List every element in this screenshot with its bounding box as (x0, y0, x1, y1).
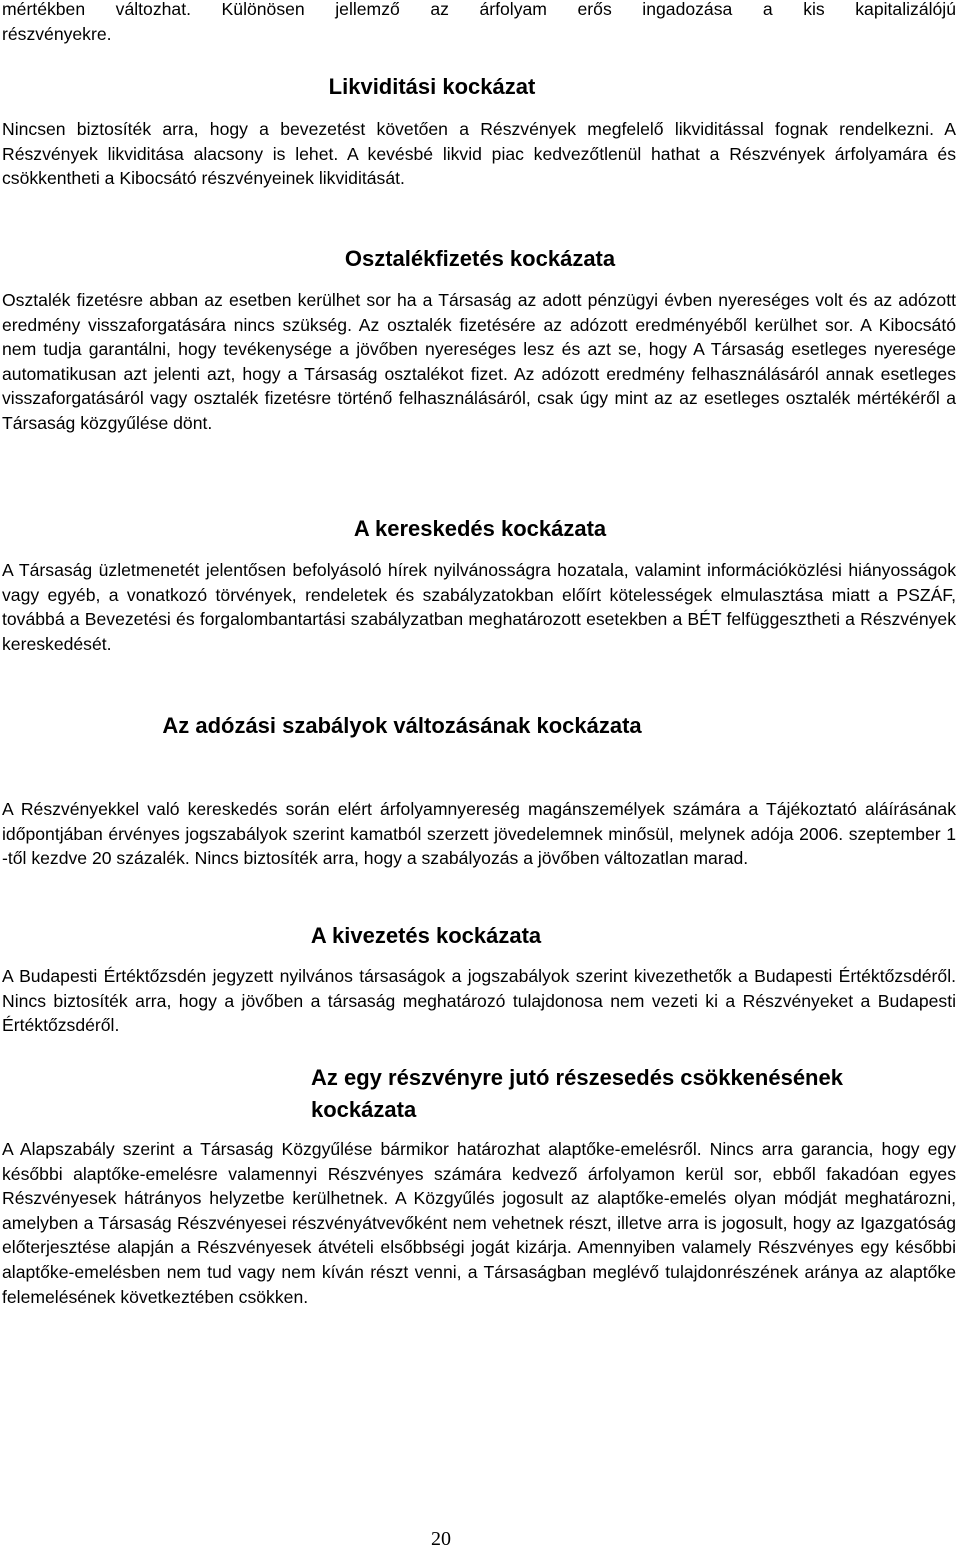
body-kivezetes-kockazata: A Budapesti Értéktőzsdén jegyzett nyilvános társaságok a jogszabályok szerint kivezethetők a Budapesti Értéktőzsdéről. Nincs biztosíték arra, hogy a jövőben a társaság meghatározó tulajdonosa nem vezeti ki a Részvényeket a Budapesti Értéktőzsdéről. (2, 966, 956, 1036)
heading-osztalekfizetes-kockazata: Osztalékfizetés kockázata (344, 246, 616, 271)
body-adozasi-szabalyok-kockazata: A Részvényekkel való kereskedés során elért árfolyamnyereség magánszemélyek számára a Tájékoztató aláírásának időpontjában érvényes jogszabályok szerint kamatból szerzett jövedelemnek minősül, melynek adója 2006. szeptember 1 -től kezdve 20 százalék. Nincs biztosíték arra, hogy a szabályozás a jövőben változatlan marad. (2, 799, 956, 869)
body-kereskedes-kockazata: A Társaság üzletmenetét jelentősen befolyásoló hírek nyilvánosságra hozatala, valamint információközlési hiányosságok vagy egyéb, a vonatkozó törvények, rendeletek és szabályzatokban előírt kötelességek elmulasztása miatt a PSZÁF, továbbá a Bevezetési és forgalombantartási szabályzatban meghatározott esetekben a BÉT felfüggesztheti a Részvények kereskedését. (2, 560, 956, 654)
body-reszesedes-csokkenes-kockazata: A Alapszabály szerint a Társaság Közgyűlése bármikor határozhat alaptőke-emelésről. Nincs arra garancia, hogy egy későbbi alaptőke-emelésre valamennyi Részvényes számára kedvező árfolyamon kerül sor, ebből fakadóan egyes Részvényesek hátrányos helyzetbe kerülhetnek. A Közgyűlés jogosult az alaptőke-emelés olyan módját meghatározni, amelyben a Társaság Részvényesei részvényátvevőként nem vehetnek részt, illetve arra is jogosult, hogy az Igazgatóság előterjesztése alapján a Részvényesek átvételi elsőbbségi jogát kizárja. Amennyiben valamely Részvényes egy későbbi alaptőke-emelésben nem tud vagy nem kíván részt venni, a Társaságban meglévő tulajdonrészének aránya az alaptőke felemelésének következtében csökken. (2, 1139, 956, 1307)
heading-likviditasi-kockazat: Likviditási kockázat (328, 74, 536, 99)
heading-kivezetes-kockazata: A kivezetés kockázata (310, 923, 542, 948)
intro-line-1: mértékben változhat. Különösen jellemző az árfolyam erős ingadozása a kis kapitalizálójú (2, 0, 956, 19)
page-number: 20 (431, 1528, 451, 1550)
heading-kereskedes-kockazata: A kereskedés kockázata (353, 516, 607, 541)
body-likviditasi-kockazat: Nincsen biztosíték arra, hogy a bevezetést követően a Részvények megfelelő likviditással fognak rendelkezni. A Részvények likviditása alacsony is lehet. A kevésbé likvid piac kedvezőtlenül hathat a Részvények árfolyamára és csökkentheti a Kibocsátó részvényeinek likviditását. (2, 119, 956, 189)
intro-line-2: részvényekre. (2, 24, 112, 44)
heading-adozasi-szabalyok-kockazata: Az adózási szabályok változásának kockázata (162, 713, 642, 738)
heading-reszesedes-csokkenes-kockazata: Az egy részvényre jutó részesedés csökkenésének kockázata (311, 1065, 843, 1122)
body-osztalekfizetes-kockazata: Osztalék fizetésre abban az esetben kerülhet sor ha a Társaság az adott pénzügyi évben nyereséges volt és az adózott eredmény visszaforgatására nincs szükség. Az osztalék fizetésére az adózott eredményéből kerülhet sor. A Kibocsátó nem tudja garantálni, hogy tevékenysége a jövőben nyereséges lesz és azt se, hogy A Társaság esetleges nyeresége automatikusan azt jelenti azt, hogy a Társaság osztalékot fizet. Az adózott eredmény felhasználásáról annak esetleges visszaforgatásáról vagy osztalék fizetésre történő felhasználásáról, csak úgy mint az az esetleges osztalék mértékéről a Társaság közgyűlése dönt. (2, 290, 956, 433)
